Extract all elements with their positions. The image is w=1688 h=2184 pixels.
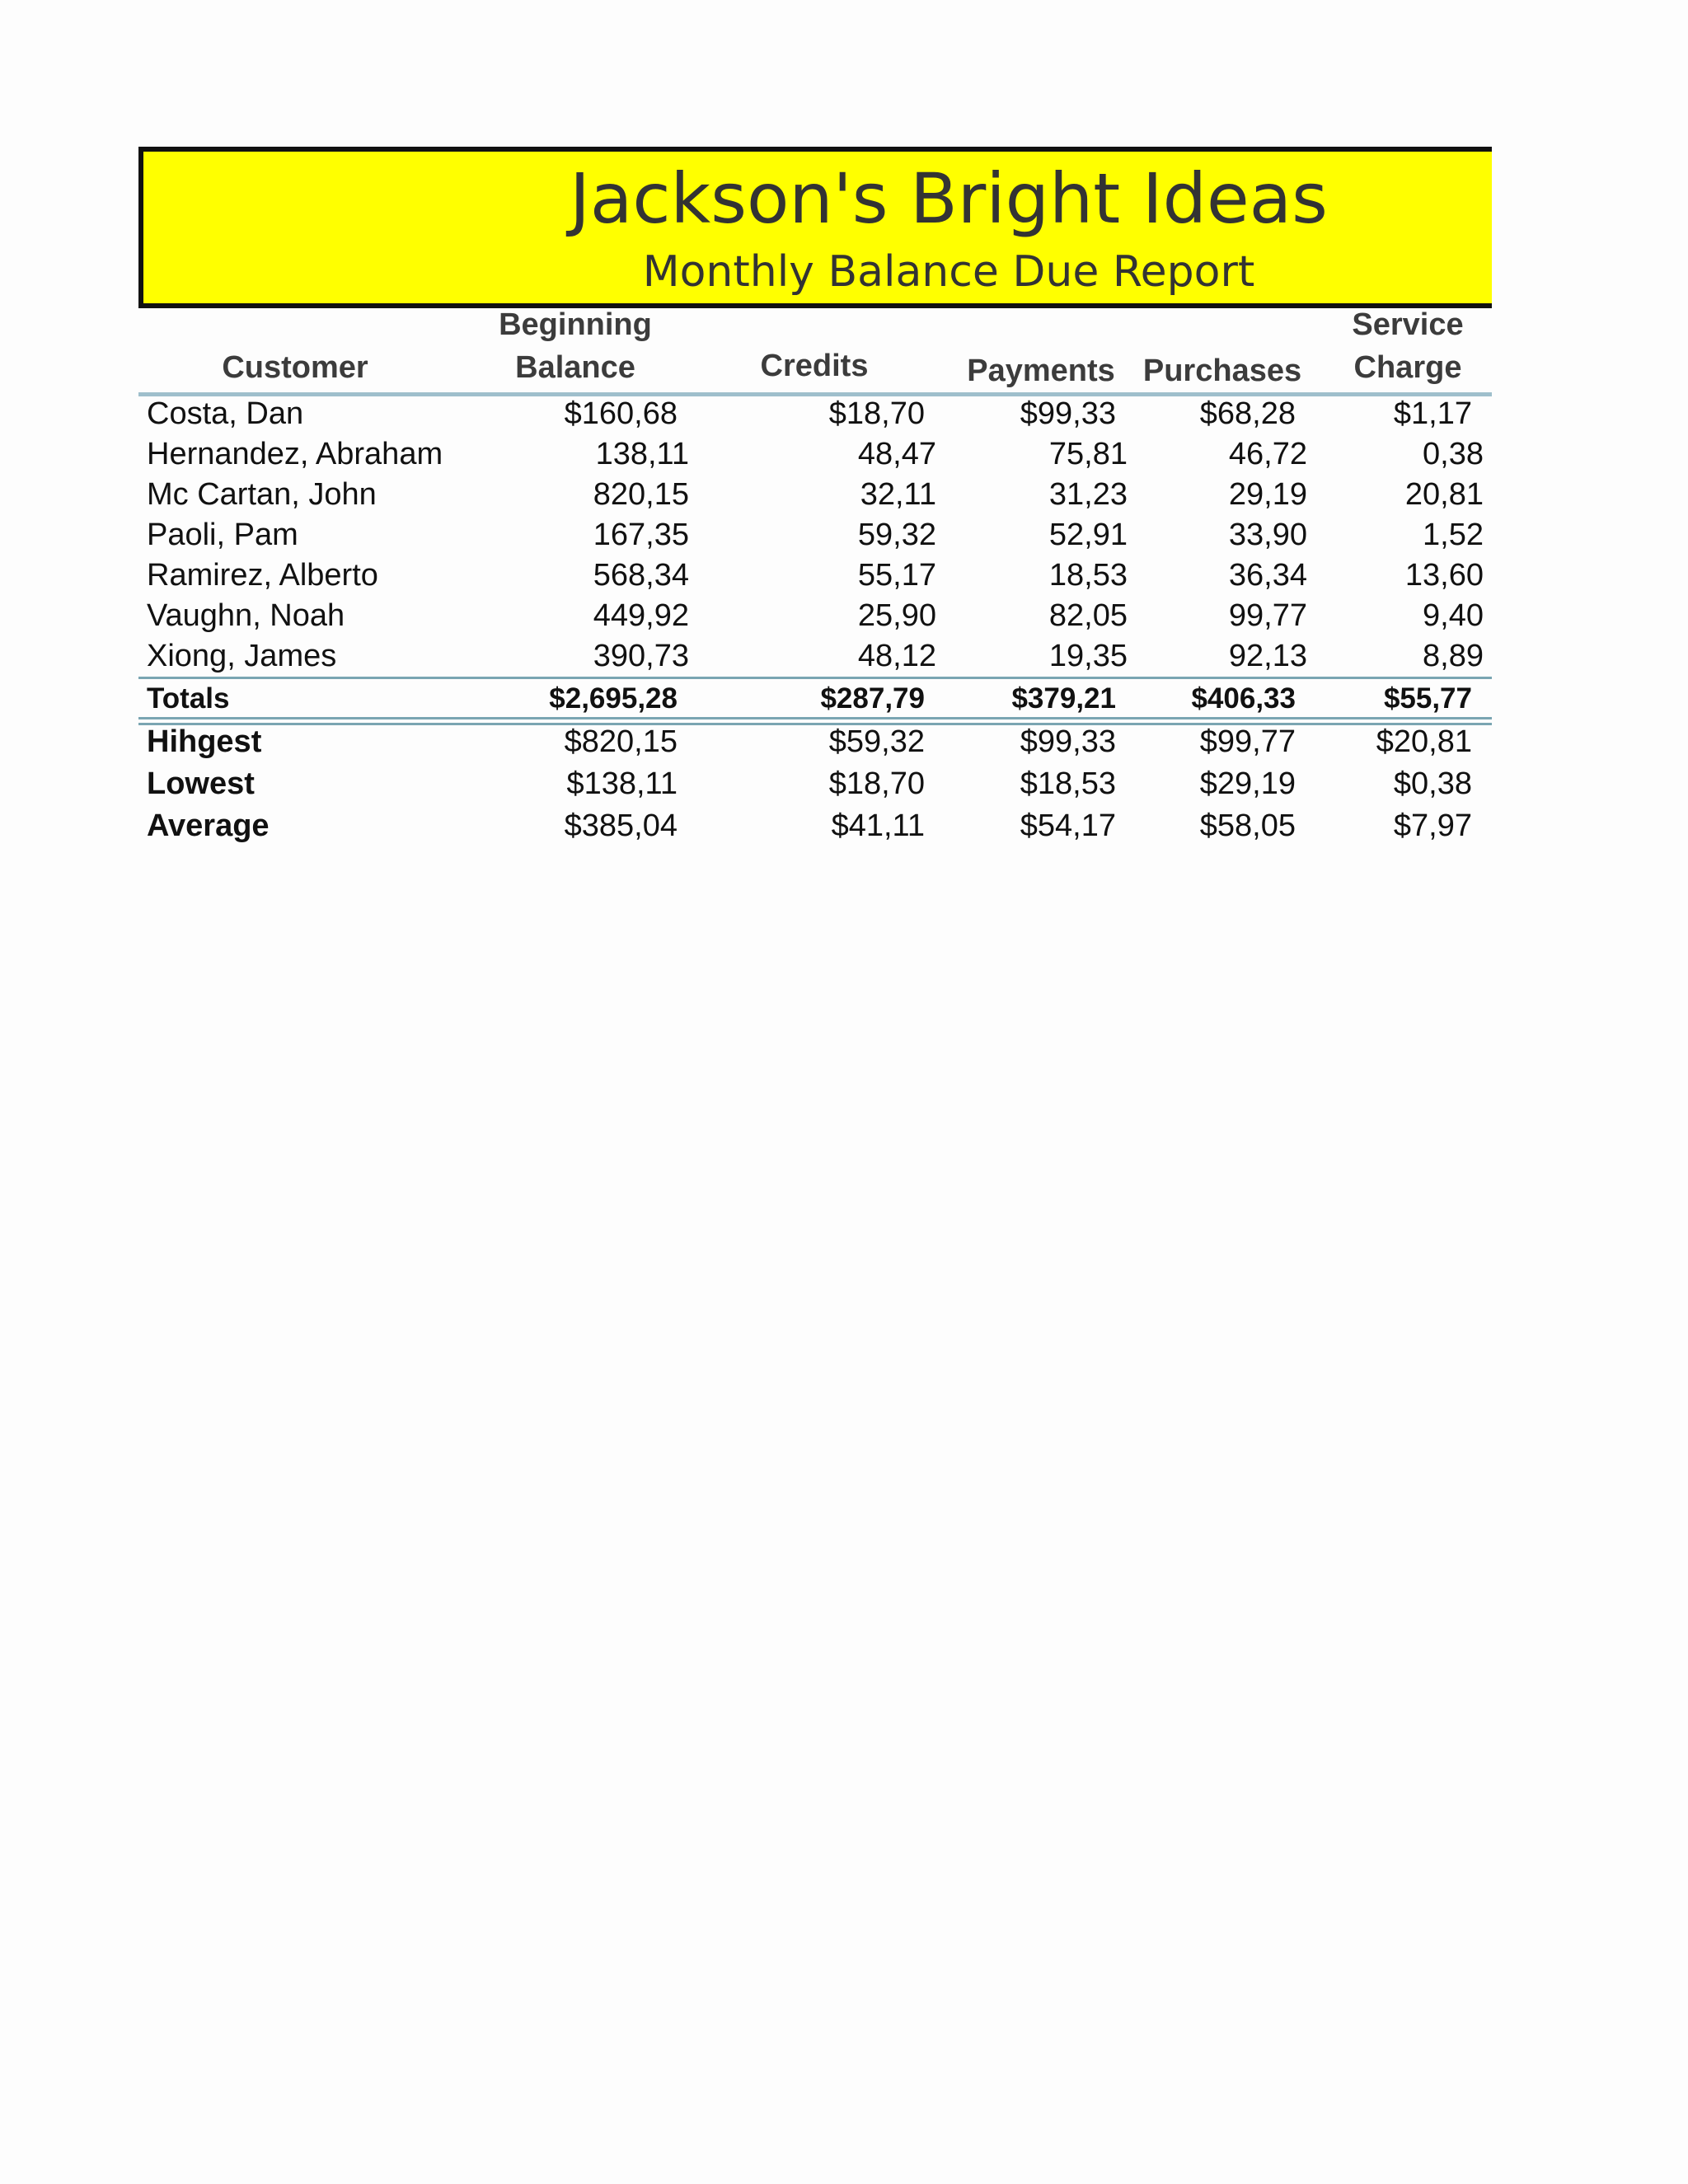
totals-top-rule [138, 677, 1492, 679]
cell-service-charge: $20,81 [1376, 724, 1472, 759]
cell-credits: $287,79 [820, 682, 925, 715]
cell-beginning-balance: 820,15 [593, 477, 689, 512]
cell-credits: 48,47 [857, 437, 936, 471]
cell-purchases: $99,77 [1199, 724, 1296, 759]
cell-customer: Hihgest [147, 724, 262, 759]
header-beginning-line2: Balance [515, 350, 635, 385]
cell-payments: $54,17 [1020, 808, 1116, 843]
table-row [138, 636, 1492, 677]
cell-service-charge: 9,40 [1423, 598, 1484, 633]
cell-payments: 19,35 [1048, 639, 1128, 673]
cell-customer: Vaughn, Noah [147, 598, 345, 633]
header-service-line2: Charge [1353, 350, 1462, 385]
cell-purchases: 92,13 [1228, 639, 1307, 673]
cell-payments: 18,53 [1048, 558, 1128, 593]
header-payments: Payments [967, 354, 1115, 388]
cell-beginning-balance: 568,34 [593, 558, 689, 593]
cell-service-charge: $7,97 [1393, 808, 1472, 843]
cell-service-charge: $55,77 [1383, 682, 1472, 715]
cell-beginning-balance: $385,04 [564, 808, 678, 843]
table-row [138, 475, 1492, 515]
cell-beginning-balance: $820,15 [564, 724, 678, 759]
cell-payments: $379,21 [1011, 682, 1116, 715]
cell-purchases: 33,90 [1228, 518, 1307, 552]
cell-payments: 75,81 [1048, 437, 1128, 471]
totals-row [138, 678, 1492, 719]
totals-bottom-double-rule [138, 717, 1492, 725]
cell-customer: Lowest [147, 766, 255, 801]
cell-customer: Hernandez, Abraham [147, 437, 443, 471]
cell-service-charge: 8,89 [1423, 639, 1484, 673]
cell-credits: $18,70 [828, 766, 925, 801]
cell-payments: $99,33 [1020, 724, 1116, 759]
cell-credits: $18,70 [828, 396, 925, 431]
table-row [138, 515, 1492, 555]
cell-service-charge: 20,81 [1404, 477, 1484, 512]
table-row [138, 394, 1492, 434]
stat-row [138, 805, 1492, 847]
header-credits: Credits [760, 349, 869, 383]
cell-purchases: $406,33 [1191, 682, 1296, 715]
cell-service-charge: 0,38 [1423, 437, 1484, 471]
cell-beginning-balance: $160,68 [564, 396, 678, 431]
cell-service-charge: 1,52 [1423, 518, 1484, 552]
cell-service-charge: 13,60 [1404, 558, 1484, 593]
report-title: Jackson's Bright Ideas [570, 158, 1328, 239]
cell-service-charge: $0,38 [1393, 766, 1472, 801]
cell-purchases: 29,19 [1228, 477, 1307, 512]
cell-purchases: $58,05 [1199, 808, 1296, 843]
header-customer: Customer [222, 350, 368, 385]
cell-credits: 48,12 [857, 639, 936, 673]
report-banner [138, 147, 1492, 308]
cell-payments: 31,23 [1048, 477, 1128, 512]
header-purchases: Purchases [1142, 354, 1302, 388]
cell-service-charge: $1,17 [1393, 396, 1472, 431]
table-row [138, 434, 1492, 475]
cell-beginning-balance: 138,11 [595, 437, 689, 471]
cell-payments: $99,33 [1020, 396, 1116, 431]
stat-row [138, 763, 1492, 805]
cell-beginning-balance: $2,695,28 [549, 682, 678, 715]
cell-beginning-balance: $138,11 [566, 766, 678, 801]
cell-customer: Paoli, Pam [147, 518, 298, 552]
cell-credits: 25,90 [857, 598, 936, 633]
cell-purchases: 46,72 [1228, 437, 1307, 471]
stat-row [138, 721, 1492, 763]
cell-purchases: $29,19 [1199, 766, 1296, 801]
cell-credits: $41,11 [831, 808, 925, 843]
header-beginning-line1: Beginning [499, 307, 652, 342]
cell-payments: $18,53 [1020, 766, 1116, 801]
cell-credits: 59,32 [857, 518, 936, 552]
table-row [138, 555, 1492, 596]
cell-beginning-balance: 167,35 [593, 518, 689, 552]
cell-customer: Xiong, James [147, 639, 337, 673]
cell-customer: Totals [147, 682, 230, 715]
cell-purchases: $68,28 [1199, 396, 1296, 431]
cell-credits: 32,11 [860, 477, 936, 512]
cell-beginning-balance: 449,92 [593, 598, 689, 633]
header-service-line1: Service [1352, 307, 1464, 342]
cell-purchases: 36,34 [1228, 558, 1307, 593]
cell-purchases: 99,77 [1228, 598, 1307, 633]
cell-credits: $59,32 [828, 724, 925, 759]
cell-credits: 55,17 [857, 558, 936, 593]
cell-customer: Average [147, 808, 270, 843]
cell-customer: Mc Cartan, John [147, 477, 377, 512]
cell-beginning-balance: 390,73 [593, 639, 689, 673]
cell-customer: Ramirez, Alberto [147, 558, 378, 593]
cell-customer: Costa, Dan [147, 396, 304, 431]
cell-payments: 82,05 [1048, 598, 1128, 633]
table-row [138, 596, 1492, 636]
report-subtitle: Monthly Balance Due Report [642, 247, 1255, 297]
cell-payments: 52,91 [1048, 518, 1128, 552]
